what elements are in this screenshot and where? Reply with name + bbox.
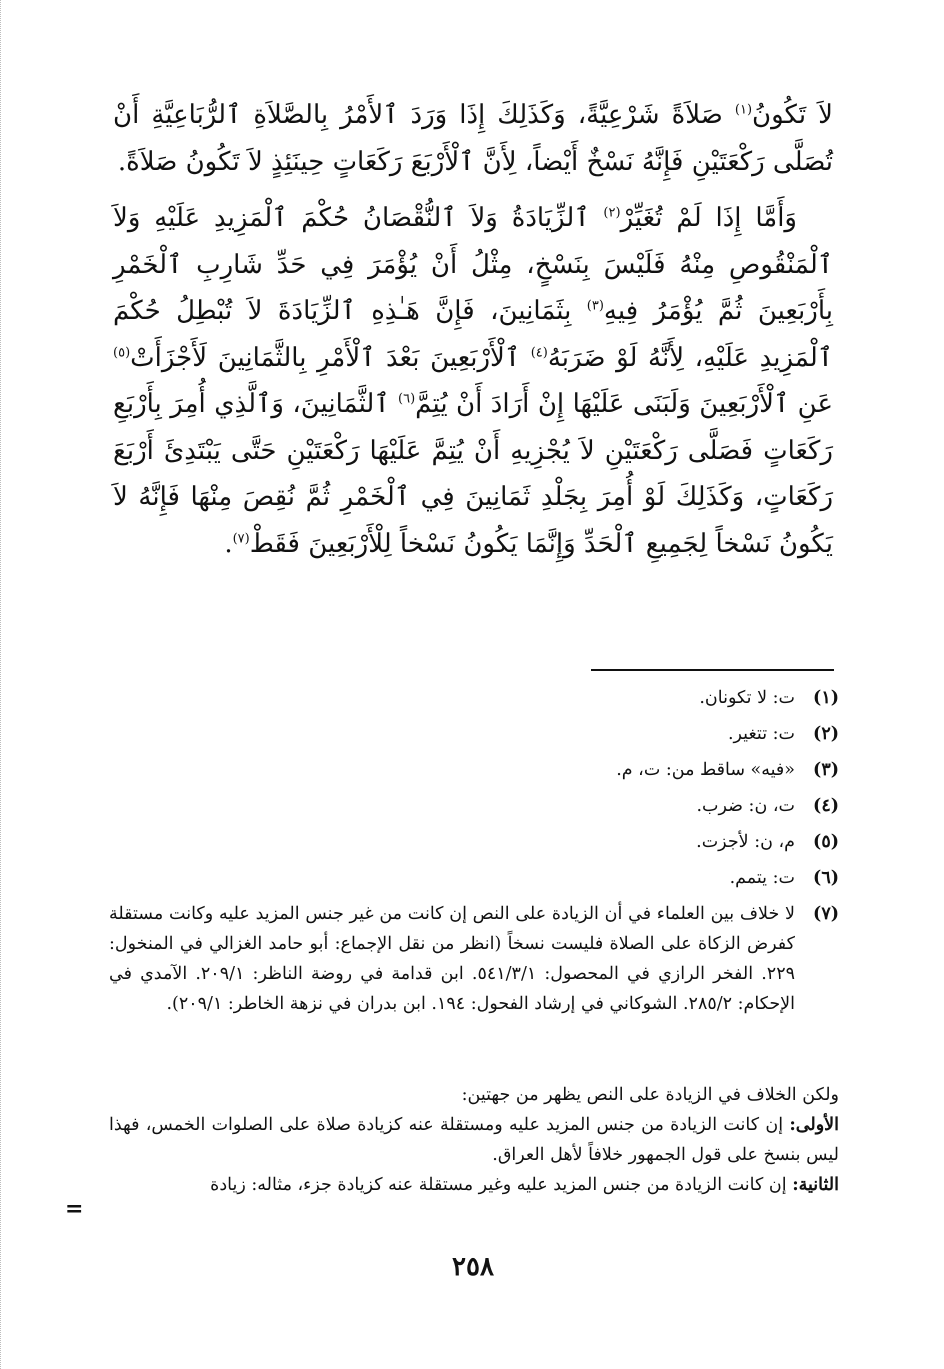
footnote-number: (٣): [813, 760, 839, 780]
footnote-text: ت: يتمم.: [729, 868, 795, 888]
footnote-item: [109, 896, 839, 1019]
footnote-ref: (٥): [113, 344, 131, 360]
text-run: ٱلزِّيَادَةُ وَلاَ ٱلنُّقْصَانُ حُكْمَ ٱلْمَزِيدِ عَلَيْهِ وَلاَ ٱلْمَنْقُوصِ مِنْهُ فَلَيْسَ بِنَسْخٍ، مِثْلُ أَنْ يُؤْمَرَ فِي حَدِّ شَارِبِ ٱلْخَمْرِ بِأَرْبَعِينَ ثُمَّ يُؤْمَرُ فِيهِ: [113, 203, 833, 326]
footnote-text: «فيه» ساقط من: ت، م.: [616, 760, 795, 780]
footnote-number: (١): [813, 688, 839, 708]
footnote-ref: (٣): [586, 298, 604, 314]
paragraph-1: [113, 92, 833, 185]
footnote-item: [109, 860, 839, 896]
commentary-second-text: إن كانت الزيادة من جنس المزيد عليه وغير مستقلة عنه كزيادة جزء، مثاله: زيادة: [210, 1175, 793, 1195]
footnote-item: [109, 680, 839, 716]
text-run: لاَ تَكُونُ: [752, 100, 834, 130]
footnote-number: (٧): [813, 904, 839, 924]
footnote-number: (٦): [813, 868, 839, 888]
footnote-text: م، ن: لأجزت.: [696, 832, 795, 852]
text-run: .: [224, 528, 233, 559]
footnote-number: (٤): [813, 796, 839, 816]
page-number: ٢٥٨: [452, 1252, 494, 1282]
commentary-second-term: الثانية:: [792, 1175, 839, 1195]
footnote-text: لا خلاف بين العلماء في أن الزيادة على النص إن كانت من غير جنس المزيد عليه وكانت مستقلة كفرض الزكاة على الصلاة فليست نسخاً (انظر من نقل الإجماع: أبو حامد الغزالي في المنخول: ٢٢٩. الفخر الرازي في المحصول: ٥٤١/٣/١. ابن قدامة في روضة الناظر: ٢٠٩/١. الآمدي في الإحكام: ٢٨٥/٢. الشوكاني في إرشاد الفحول: ١٩٤. ابن بدران في نزهة الخاطر: ٢٠٩/١).: [109, 904, 795, 1014]
footnote-separator: [591, 669, 834, 671]
commentary-first-text: إن كانت الزيادة من جنس المزيد عليه ومستقلة عنه كزيادة صلاة على الصلوات الخمس، فهذا ليس بنسخ على قول الجمهور خلافاً لأهل العراق.: [109, 1115, 839, 1165]
footnote-ref: (٢): [603, 205, 621, 221]
main-text: [113, 92, 833, 577]
footnote-ref: (٤): [530, 344, 548, 360]
text-run: عَنِ ٱلْأَرْبَعِينَ وَلَبَنَى عَلَيْهَا إِنْ أَرَادَ أَنْ يُتِمَّ: [415, 389, 833, 419]
footnote-commentary: [109, 1080, 839, 1200]
footnote-ref: (١): [734, 102, 753, 118]
paragraph-2: [113, 195, 833, 567]
footnote-item: [109, 752, 839, 788]
commentary-first-term: الأولى:: [789, 1115, 839, 1135]
footnote-item: [109, 788, 839, 824]
text-run: صَلاَةً شَرْعِيَّةً، وَكَذَلِكَ إِذَا وَرَدَ ٱلأَمْرُ بِالصَّلاَةِ ٱلرُّبَاعِيَّةِ أَنْ تُصَلَّى رَكْعَتَيْنِ فَإِنَّهُ نَسْخٌ أَيْضاً، لِأَنَّ ٱلْأَرْبَعَ رَكَعَاتٍ حِينَئِذٍ لاَ تَكُونُ صَلاَةً.: [113, 100, 833, 177]
text-run: بِثَمَانِينَ، فَإِنَّ هَـٰذِهِ ٱلزِّيَادَةَ لاَ تُبْطِلُ حُكْمَ ٱلْمَزِيدِ عَلَيْهِ، لِأَنَّهُ لَوْ ضَرَبَهُ: [113, 296, 833, 373]
commentary-second: [109, 1170, 839, 1200]
continuation-mark: =: [65, 1196, 84, 1222]
commentary-first: [109, 1110, 839, 1170]
commentary-intro: ولكن الخلاف في الزيادة على النص يظهر من جهتين:: [461, 1085, 839, 1105]
footnote-ref: (٦): [398, 391, 416, 407]
text-run: وَأَمَّا إِذَا لَمْ تُغَيِّرْ: [620, 203, 797, 233]
footnotes: [109, 680, 839, 1019]
footnote-item: [109, 824, 839, 860]
footnote-ref: (٧): [232, 530, 250, 546]
footnote-item: [109, 716, 839, 752]
text-run: ٱلثَّمَانِينَ، وَٱلَّذِي أُمِرَ بِأَرْبَعِ رَكَعَاتٍ فَصَلَّى رَكْعَتَيْنِ لاَ يُجْزِيهِ أَنْ يُتِمَّ عَلَيْهَا رَكْعَتَيْنِ حَتَّى يَبْتَدِئَ أَرْبَعَ رَكَعَاتٍ، وَكَذَلِكَ لَوْ أُمِرَ بِجَلْدِ ثَمَانِينَ فِي ٱلْخَمْرِ ثُمَّ نُقِصَ مِنْهَا فَإِنَّهُ لاَ يَكُونُ نَسْخاً لِجَمِيعِ ٱلْحَدِّ وَإِنَّمَا يَكُونُ نَسْخاً لِلْأَرْبَعِينَ فَقَطْ: [113, 389, 833, 559]
text-run: ٱلْأَرْبَعِينَ بَعْدَ ٱلْأَمْرِ بِالثَّمَانِينَ لَأَجْزَأَتْ: [130, 342, 531, 373]
footnote-number: (٥): [813, 832, 839, 852]
footnote-text: ت: تتغير.: [727, 724, 795, 744]
footnote-text: ت، ن: ضرب.: [696, 796, 795, 816]
footnote-text: ت: لا تكونان.: [699, 688, 795, 708]
footnote-number: (٢): [813, 724, 839, 744]
